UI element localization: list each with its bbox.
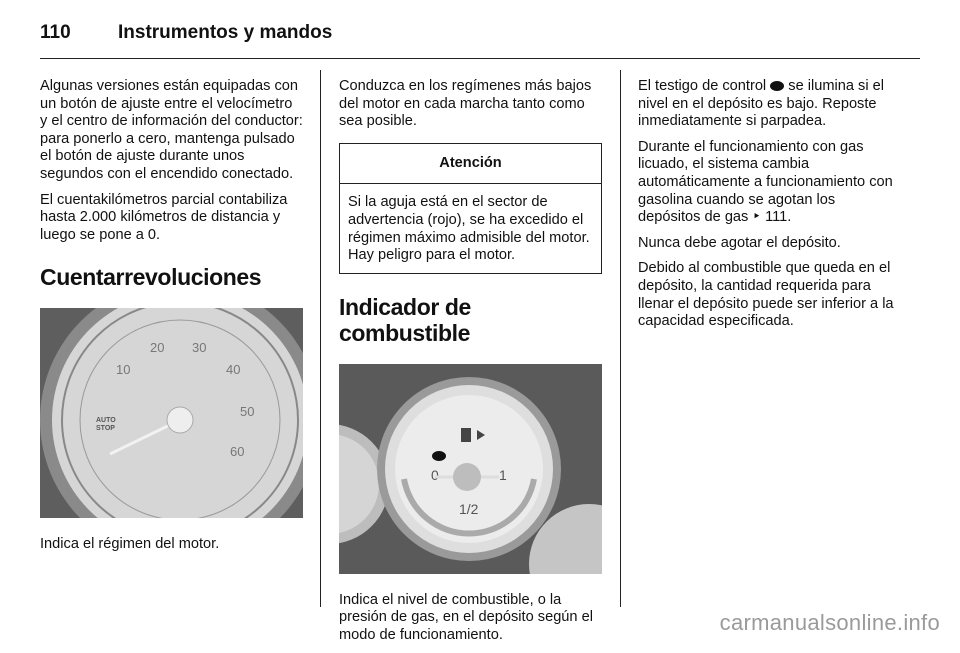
paragraph-reset-button: Algunas versiones están equipadas con un botón de ajuste entre el velocímetro y el centro de información del conductor: para ponerlo a cero, mantenga pulsado el botón de ajuste durante unos segundos con el encendido conectado. bbox=[40, 78, 303, 182]
column-divider-1 bbox=[320, 70, 321, 607]
fuel-gauge-photo bbox=[339, 364, 602, 574]
notice-box bbox=[339, 143, 602, 274]
paragraph-low-revs: Conduzca en los regímenes más bajos del motor en cada marcha tanto como sea posible. bbox=[339, 78, 592, 130]
header-rule bbox=[40, 58, 920, 59]
gauge-label-empty: 0 bbox=[431, 466, 439, 483]
caption-tachometer: Indica el régimen del motor. bbox=[40, 536, 220, 553]
gauge-label-full: 1 bbox=[499, 466, 507, 483]
lpg-text: Durante el funcionamiento con gas licuado, el sistema cambia automáticamente a funcionamiento con gasolina cuando se agotan los depósitos de gas bbox=[638, 138, 893, 226]
tacho-label-60: 60 bbox=[230, 444, 245, 460]
watermark: carmanualsonline.info bbox=[719, 610, 940, 635]
tacho-label-50: 50 bbox=[240, 404, 255, 420]
heading-fuel-gauge: Indicador de combustible bbox=[339, 293, 471, 346]
tachometer-photo bbox=[40, 308, 303, 518]
page-reference: ‣ 111. bbox=[752, 209, 792, 226]
notice-body: Si la aguja está en el sector de advertencia (rojo), se ha excedido el régimen máximo admisible del motor. Hay peligro para el motor. bbox=[348, 194, 590, 264]
warning-text-start: El testigo de control bbox=[638, 78, 771, 94]
low-fuel-warning-icon bbox=[770, 81, 784, 91]
chapter-title: Instrumentos y mandos bbox=[118, 22, 333, 43]
tacho-label-20: 20 bbox=[150, 340, 165, 356]
auto-stop-label-1: AUTO bbox=[96, 417, 116, 425]
page-number: 110 bbox=[40, 22, 71, 43]
paragraph-warning-light bbox=[638, 78, 901, 131]
heading-tachometer: Cuentarrevoluciones bbox=[40, 264, 262, 291]
caption-fuel-gauge: Indica el nivel de combustible, o la presión de gas, en el depósito según el modo de funcionamiento. bbox=[339, 591, 593, 643]
paragraph-tank-capacity: Debido al combustible que queda en el depósito, la cantidad requerida para llenar el depósito puede ser inferior a la capacidad especificada. bbox=[638, 260, 894, 330]
warning-text-end: se ilumina si el nivel en el depósito es bajo. Reposte inmediatamente si parpadea. bbox=[638, 78, 884, 130]
tacho-label-10: 10 bbox=[116, 362, 131, 378]
paragraph-trip-odometer: El cuentakilómetros parcial contabiliza hasta 2.000 kilómetros de distancia y luego se pone a 0. bbox=[40, 191, 288, 243]
notice-title: Atención bbox=[340, 144, 601, 185]
gauge-label-half: 1/2 bbox=[459, 500, 479, 517]
paragraph-never-empty: Nunca debe agotar el depósito. bbox=[638, 234, 841, 251]
column-divider-2 bbox=[620, 70, 621, 607]
paragraph-lpg-mode bbox=[638, 139, 901, 227]
fuel-pump-icon bbox=[461, 428, 471, 442]
tacho-label-30: 30 bbox=[192, 340, 207, 356]
page-header bbox=[40, 18, 920, 48]
low-fuel-warning-icon bbox=[432, 451, 446, 461]
column-1 bbox=[40, 78, 303, 562]
column-3 bbox=[638, 78, 901, 339]
tacho-label-40: 40 bbox=[226, 362, 241, 378]
auto-stop-label-2: STOP bbox=[96, 425, 115, 433]
column-2 bbox=[339, 78, 602, 653]
